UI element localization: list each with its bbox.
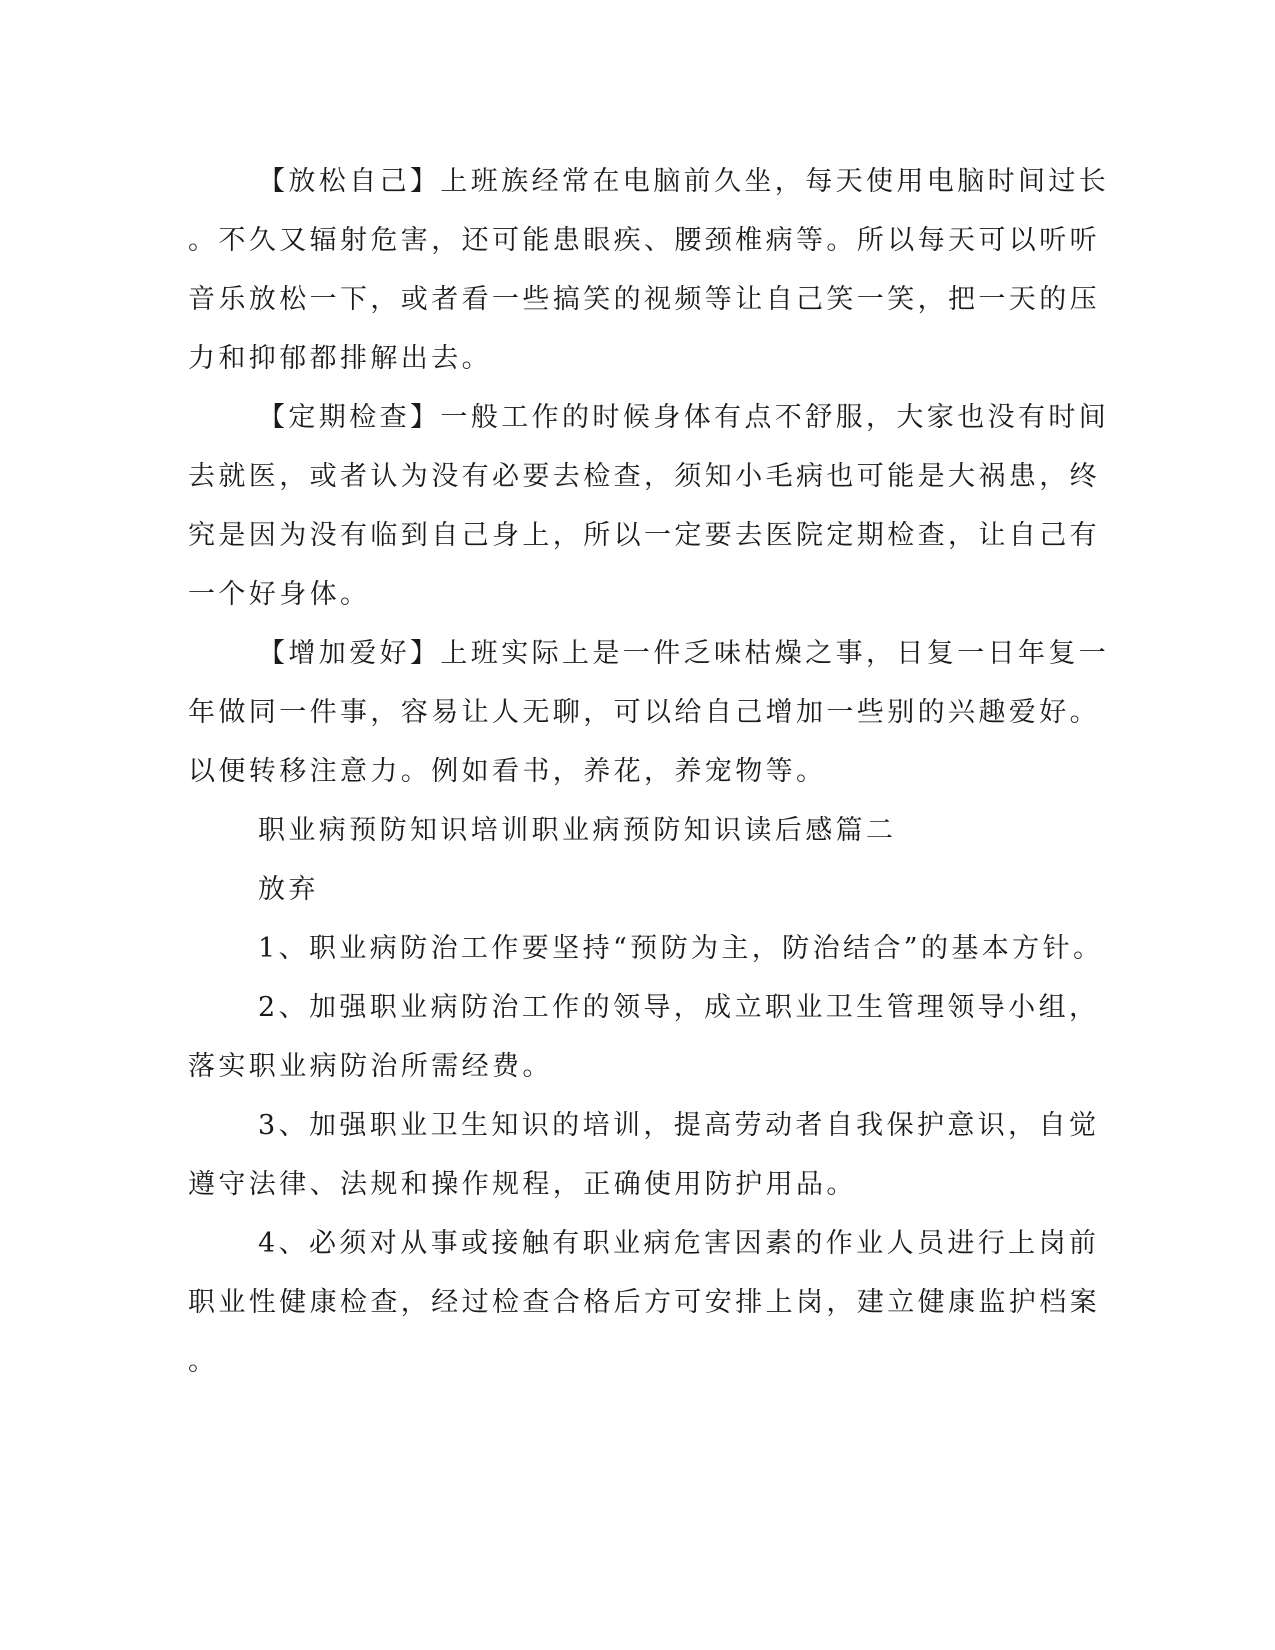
para-relax-line-1: 【放松自己】上班族经常在电脑前久坐，每天使用电脑时间过长 [258,166,1110,197]
list-item-4-line-2: 职业性健康检查，经过检查合格后方可安排上岗，建立健康监护档案 [188,1287,1100,1318]
para-relax-line-3: 音乐放松一下，或者看一些搞笑的视频等让自己笑一笑，把一天的压 [188,284,1100,315]
para-relax-line-4: 力和抑郁都排解出去。 [188,343,492,374]
list-item-4-line-1: 4、必须对从事或接触有职业病危害因素的作业人员进行上岗前 [258,1228,1100,1259]
section-heading: 职业病预防知识培训职业病预防知识读后感篇二 [258,815,897,846]
para-checkup-line-2: 去就医，或者认为没有必要去检查，须知小毛病也可能是大祸患，终 [188,461,1100,492]
para-hobby-line-1: 【增加爱好】上班实际上是一件乏味枯燥之事，日复一日年复一 [258,638,1110,669]
para-hobby-line-3: 以便转移注意力。例如看书，养花，养宠物等。 [188,756,827,787]
list-item-4-line-3: 。 [188,1346,219,1377]
list-item-1: 1、职业病防治工作要坚持“预防为主，防治结合”的基本方针。 [258,933,1104,964]
list-item-3-line-1: 3、加强职业卫生知识的培训，提高劳动者自我保护意识，自觉 [258,1110,1100,1141]
para-checkup-line-1: 【定期检查】一般工作的时候身体有点不舒服，大家也没有时间 [258,402,1110,433]
para-hobby-line-2: 年做同一件事，容易让人无聊，可以给自己增加一些别的兴趣爱好。 [188,697,1100,728]
list-item-3-line-2: 遵守法律、法规和操作规程，正确使用防护用品。 [188,1169,857,1200]
list-item-2-line-2: 落实职业病防治所需经费。 [188,1051,553,1082]
list-item-2-line-1: 2、加强职业病防治工作的领导，成立职业卫生管理领导小组， [258,992,1100,1023]
subheading: 放弃 [258,874,319,905]
para-checkup-line-4: 一个好身体。 [188,579,371,610]
para-relax-line-2: 。不久又辐射危害，还可能患眼疾、腰颈椎病等。所以每天可以听听 [188,225,1100,256]
para-checkup-line-3: 究是因为没有临到自己身上，所以一定要去医院定期检查，让自己有 [188,520,1100,551]
